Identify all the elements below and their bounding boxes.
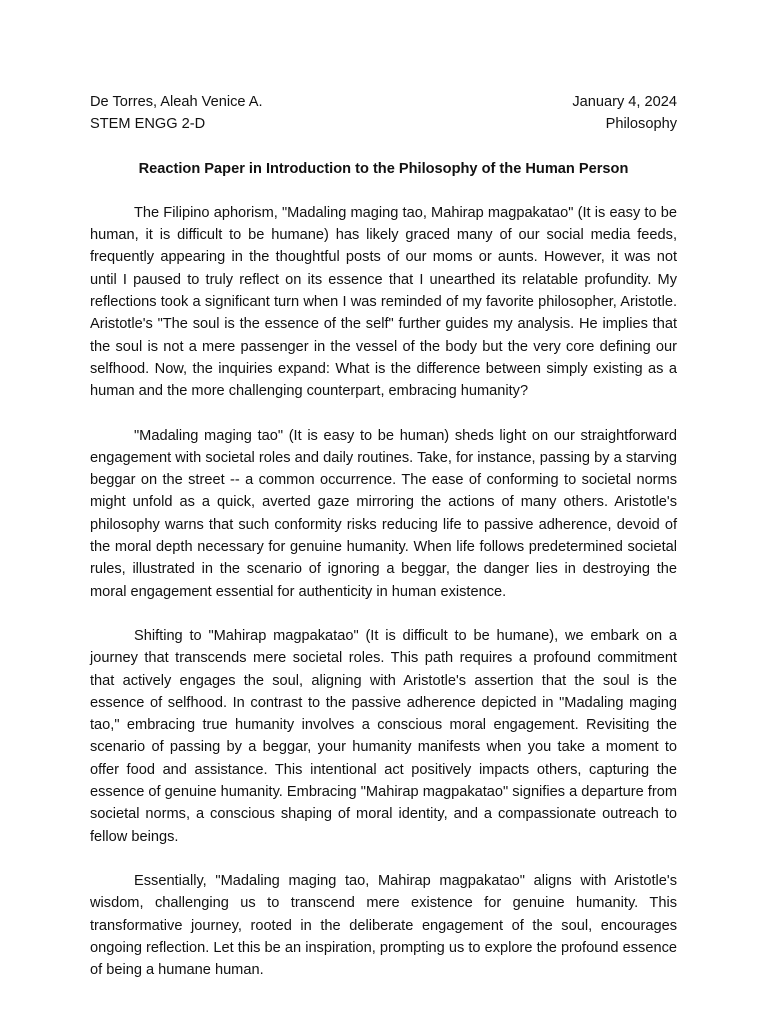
subject-label: Philosophy xyxy=(605,116,677,133)
paragraph-easy-to-be-human: "Madaling maging tao" (It is easy to be human) sheds light on our straightforward engagement with societal roles and daily routines. Take, for instance, passing by a starving beggar on the street -- a common occurrence. The ease of conforming to societal norms might unfold as a quick, averted gaze mirroring the actions of many others. Aristotle's philosophy warns that such conformity risks reducing life to passive adherence, devoid of the moral depth necessary for genuine humanity. When life follows predetermined societal rules, illustrated in the scenario of ignoring a beggar, the danger lies in destroying the moral engagement essential for authenticity in human existence. xyxy=(90,427,677,600)
document-page xyxy=(90,91,677,981)
date-subject-block xyxy=(572,91,677,136)
paragraph-conclusion: Essentially, "Madaling maging tao, Mahirap magpakatao" aligns with Aristotle's wisdom, challenging us to transcend mere existence for genuine humanity. This transformative journey, rooted in the deliberate engagement of the soul, encourages ongoing reflection. Let this be an inspiration, prompting us to explore the profound essence of being a humane human. xyxy=(90,872,677,979)
document-title: Reaction Paper in Introduction to the Philosophy of the Human Person xyxy=(138,160,629,177)
paragraph-intro: The Filipino aphorism, "Madaling maging tao, Mahirap magpakatao" (It is easy to be human, it is difficult to be humane) has likely graced many of our social media feeds, frequently appearing in the thoughtful posts of our moms or aunts. However, it was not until I paused to truly reflect on its essence that I unearthed its relatable profundity. My reflections took a significant turn when I was reminded of my favorite philosopher, Aristotle. Aristotle's "The soul is the essence of the self" further guides my analysis. He implies that the soul is not a mere passenger in the vessel of the body but the very core defining our selfhood. Now, the inquiries expand: What is the difference between simply existing as a human and the more challenging counterpart, embracing humanity? xyxy=(90,204,677,400)
date-label: January 4, 2024 xyxy=(572,94,677,110)
paragraph-difficult-to-be-humane: Shifting to "Mahirap magpakatao" (It is difficult to be humane), we embark on a journey that transcends mere societal roles. This path requires a profound commitment that actively engages the soul, aligning with Aristotle's assertion that the soul is the essence of selfhood. In contrast to the passive adherence depicted in "Madaling maging tao," embracing true humanity involves a conscious moral engagement. Revisiting the scenario of passing by a beggar, your humanity manifests when you take a moment to offer food and assistance. This intentional act positively impacts others, capturing the essence of genuine humanity. Embracing "Mahirap magpakatao" signifies a departure from societal norms, a conscious shaping of moral identity, and a compassionate outreach to fellow beings. xyxy=(90,627,677,845)
author-block xyxy=(90,91,263,136)
author-name: De Torres, Aleah Venice A. xyxy=(90,94,263,110)
document-header xyxy=(90,91,677,136)
section-label: STEM ENGG 2-D xyxy=(90,116,206,133)
